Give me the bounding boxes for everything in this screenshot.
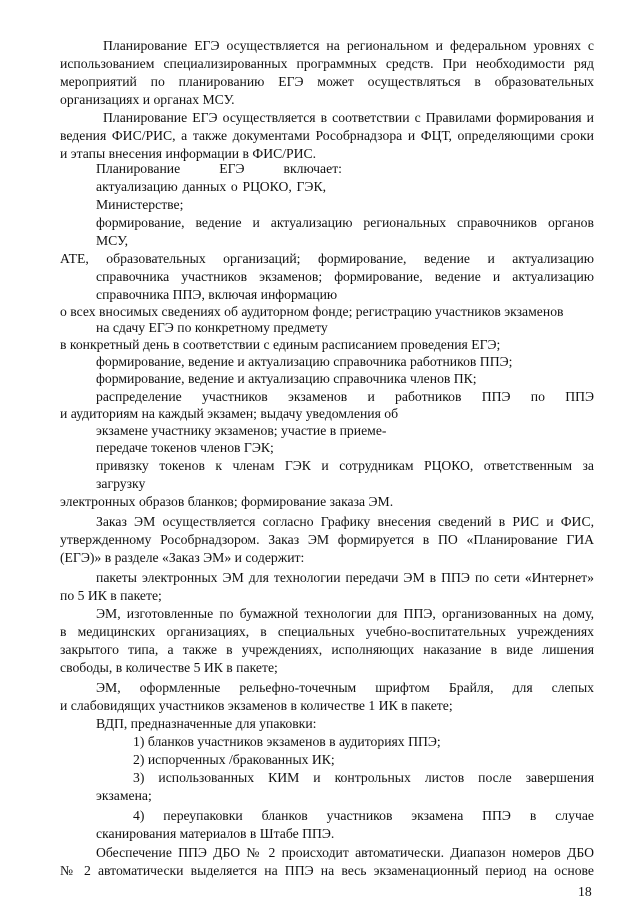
text-line: привязку токенов к членам ГЭК и сотрудникам РЦОКО, ответственным за [96, 458, 594, 473]
text-line: утвержденному Рособрнадзором. Заказ ЭМ формируется в ПО «Планирование ГИА [60, 532, 594, 547]
text-line: и слабовидящих участников экзаменов в количестве 1 ИК в пакете; [60, 698, 453, 713]
text-line: закрытого типа, а также в учреждениях, исполняющих наказание в виде лишения [60, 642, 594, 657]
text-line: загрузку [96, 476, 146, 491]
text-line: экзамена; [96, 788, 152, 803]
text-line: АТЕ, образовательных организаций; формирование, ведение и актуализацию [60, 251, 594, 266]
text-line: справочника участников экзаменов; формирование, ведение и актуализацию [96, 269, 594, 284]
text-line: мероприятий по планированию ЕГЭ может осуществляться в образовательных [60, 74, 594, 89]
text-line: сканирования материалов в Штабе ППЭ. [96, 826, 335, 841]
text-line: формирование, ведение и актуализацию справочника работников ППЭ; [96, 354, 513, 369]
text-line: и этапы внесения информации в ФИС/РИС. [60, 146, 317, 161]
text-line: МСУ, [96, 233, 128, 248]
text-line: использованием специализированных программных средств. При необходимости ряд [60, 56, 594, 71]
text-line: ЭМ, изготовленные по бумажной технологии для ППЭ, организованных на дому, [96, 606, 594, 621]
text-line: передаче токенов членов ГЭК; [96, 440, 274, 455]
text-line: пакеты электронных ЭМ для технологии передачи ЭМ в ППЭ по сети «Интернет» [96, 570, 594, 585]
text-line: актуализацию данных о РЦОКО, ГЭК, [96, 179, 326, 194]
text-line: по 5 ИК в пакете; [60, 588, 162, 603]
text-line: в конкретный день в соответствии с единым расписанием проведения ЕГЭ; [60, 337, 501, 352]
text-line: организациях и органах МСУ. [60, 92, 235, 107]
text-line: 1) бланков участников экзаменов в аудиториях ППЭ; [133, 734, 441, 749]
text-line: ведения ФИС/РИС, а также документами Рособрнадзора и ФЦТ, определяющими сроки [60, 128, 594, 143]
text-line: ВДП, предназначенные для упаковки: [96, 716, 317, 731]
text-line: справочника ППЭ, включая информацию [96, 287, 338, 302]
page-number: 18 [578, 884, 592, 899]
text-line: 3) использованных КИМ и контрольных листов после завершения [133, 770, 594, 785]
text-line: ЭМ, оформленные рельефно-точечным шрифтом Брайля, для слепых [96, 680, 594, 695]
text-line: Планирование ЕГЭ осуществляется на региональном и федеральном уровнях с [103, 38, 594, 53]
text-line: свободы, в количестве 5 ИК в пакете; [60, 660, 278, 675]
text-line: 2) испорченных /бракованных ИК; [133, 752, 335, 767]
text-line: и аудиториям на каждый экзамен; выдачу уведомления об [60, 406, 399, 421]
text-line: на сдачу ЕГЭ по конкретному предмету [96, 320, 328, 335]
text-line: (ЕГЭ)» в разделе «Заказ ЭМ» и содержит: [60, 550, 305, 565]
text-line: в медицинских организациях, в специальных учебно-воспитательных учреждениях [60, 624, 594, 639]
text-line: о всех вносимых сведениях об аудиторном фонде; регистрацию участников экзаменов [60, 304, 564, 319]
text-line: Заказ ЭМ осуществляется согласно Графику внесения сведений в РИС и ФИС, [96, 514, 594, 529]
text-line: формирование, ведение и актуализацию региональных справочников органов [96, 215, 594, 230]
text-line: электронных образов бланков; формирование заказа ЭМ. [60, 494, 394, 509]
text-line: экзамене участнику экзаменов; участие в приеме- [96, 423, 387, 438]
text-line: № 2 автоматически выделяется на ППЭ на весь экзаменационный период на основе [60, 863, 594, 878]
text-line: формирование, ведение и актуализацию справочника членов ПК; [96, 371, 477, 386]
text-line: Планирование ЕГЭ осуществляется в соответствии с Правилами формирования и [103, 110, 594, 125]
text-line: Планирование ЕГЭ включает: [96, 161, 342, 176]
text-line: Обеспечение ППЭ ДБО № 2 происходит автоматически. Диапазон номеров ДБО [96, 845, 594, 860]
text-line: распределение участников экзаменов и работников ППЭ по ППЭ [96, 389, 594, 404]
text-line: 4) переупаковки бланков участников экзамена ППЭ в случае [133, 808, 594, 823]
text-line: Министерстве; [96, 197, 184, 212]
